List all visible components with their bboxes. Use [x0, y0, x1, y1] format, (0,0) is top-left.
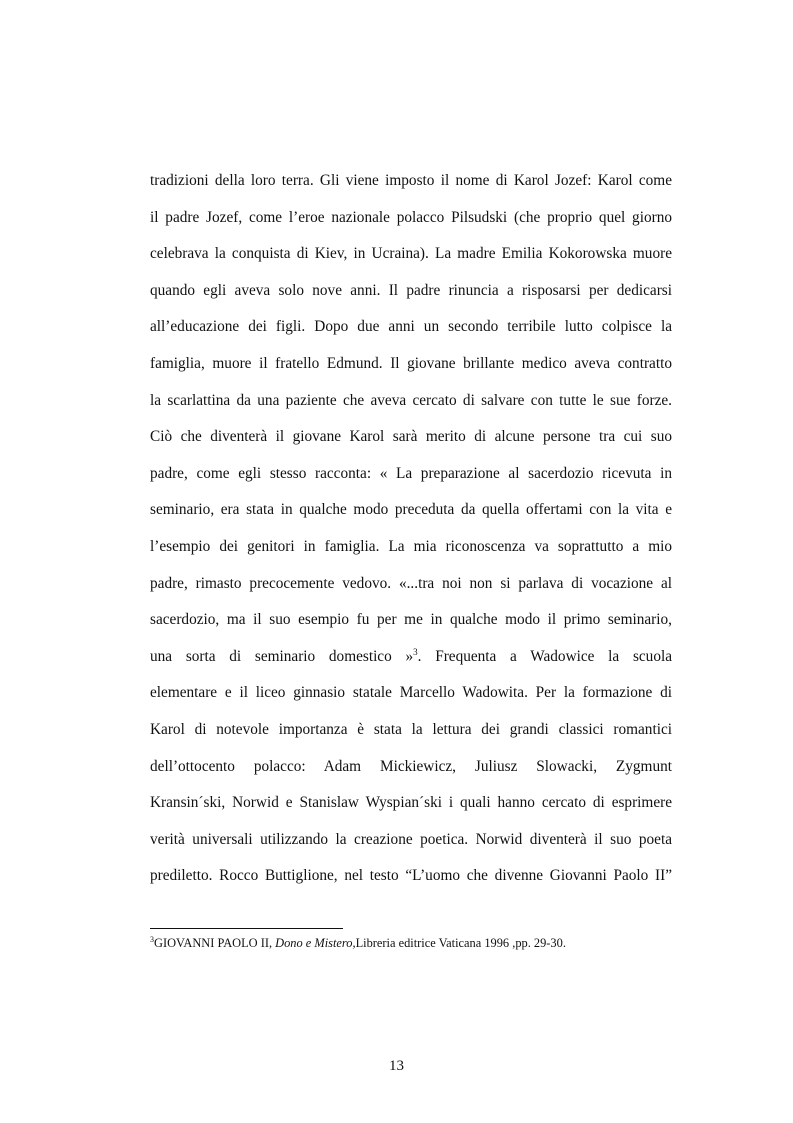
body-line: all’educazione dei figli. Dopo due anni un secondo terribile lutto colpisce la [150, 318, 672, 336]
footnote-title: Dono e Mistero, [275, 936, 356, 950]
body-line: padre, rimasto precocemente vedovo. «...tra noi non si parlava di vocazione al [150, 574, 672, 592]
body-line: celebrava la conquista di Kiev, in Ucraina). La madre Emilia Kokorowska muore [150, 245, 672, 263]
footnote [150, 935, 710, 951]
body-line-text: una sorta di seminario domestico » [150, 647, 414, 665]
body-line: l’esempio dei genitori in famiglia. La mia riconoscenza va soprattutto a mio [150, 537, 672, 555]
body-line: famiglia, muore il fratello Edmund. Il giovane brillante medico aveva contratto [150, 354, 672, 372]
page-number: 13 [389, 1058, 404, 1074]
body-line: sacerdozio, ma il suo esempio fu per me in qualche modo il primo seminario, [150, 611, 672, 629]
body-line: la scarlattina da una paziente che aveva cercato di salvare con tutte le sue forze. [150, 391, 672, 409]
body-line: verità universali utilizzando la creazione poetica. Norwid diventerà il suo poeta [150, 830, 672, 848]
footnote-separator [150, 928, 343, 929]
body-line: Kransin´ski, Norwid e Stanislaw Wyspian´ski i quali hanno cercato di esprimere [150, 794, 672, 812]
body-line: quando egli aveva solo nove anni. Il padre rinuncia a risposarsi per dedicarsi [150, 281, 672, 299]
body-line-with-footnote-ref [150, 642, 672, 679]
body-line: padre, come egli stesso racconta: « La preparazione al sacerdozio ricevuta in [150, 464, 672, 482]
body-line: seminario, era stata in qualche modo preceduta da quella offertami con la vita e [150, 501, 672, 519]
body-text [150, 166, 672, 898]
body-line: dell’ottocento polacco: Adam Mickiewicz, Juliusz Slowacki, Zygmunt [150, 757, 672, 775]
footnote-marker: 3 [150, 935, 154, 944]
footnote-author: GIOVANNI PAOLO II, [154, 936, 276, 950]
body-line: elementare e il liceo ginnasio statale Marcello Wadowita. Per la formazione di [150, 684, 672, 702]
body-line: Karol di notevole importanza è stata la lettura dei grandi classici romantici [150, 720, 672, 738]
body-line: prediletto. Rocco Buttiglione, nel testo “L’uomo che divenne Giovanni Paolo II” [150, 867, 672, 885]
body-line: Ciò che diventerà il giovane Karol sarà merito di alcune persone tra cui suo [150, 428, 672, 446]
footnote-details: Libreria editrice Vaticana 1996 ,pp. 29-30. [355, 936, 566, 950]
body-line-text: . Frequenta a Wadowice la scuola [417, 647, 672, 665]
footnote-reference[interactable]: 3 [413, 646, 418, 657]
body-line: tradizioni della loro terra. Gli viene imposto il nome di Karol Jozef: Karol come [150, 172, 672, 189]
body-line: il padre Jozef, come l’eroe nazionale polacco Pilsudski (che proprio quel giorno [150, 208, 672, 226]
